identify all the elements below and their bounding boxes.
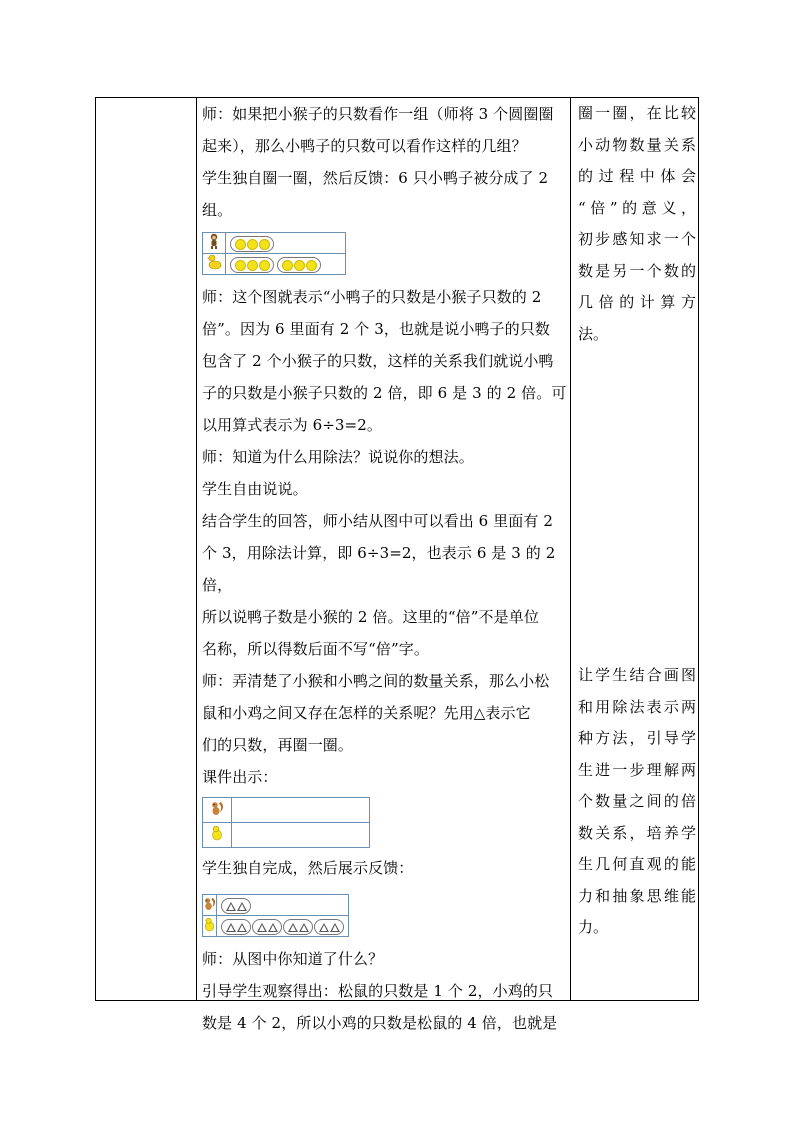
- circle-mark: [235, 260, 246, 271]
- circle-mark: [247, 239, 258, 250]
- note-line: 数关系，培养学: [578, 823, 696, 842]
- figure-squirrel-chick-answer: [202, 894, 567, 937]
- group-oval: [283, 919, 313, 935]
- triangle-mark: [237, 902, 247, 911]
- triangle-mark: [319, 923, 329, 932]
- text-line: 组。: [202, 201, 233, 219]
- note-line: 力。: [578, 918, 609, 936]
- text-line: 师：如果把小猴子的只数看作一组（师将 3 个圆圈圈: [202, 105, 554, 123]
- chick-icon: [203, 823, 232, 848]
- note-line: 种方法，引导学: [578, 729, 696, 747]
- text-line: 引导学生观察得出：松鼠的只数是 1 个 2，小鸡的只: [202, 982, 553, 1000]
- text-line: 个 3，用除法计算，即 6÷3=2，也表示 6 是 3 的 2 倍，: [202, 544, 556, 594]
- monkey-groups: [226, 233, 346, 254]
- teaching-process-cell: [202, 98, 567, 1039]
- text-line: 学生自由说说。: [202, 480, 308, 498]
- text-line: 课件出示：: [202, 768, 278, 786]
- note-line: 生进一步理解两: [578, 760, 696, 779]
- text-line: 师：弄清楚了小猴和小鸭之间的数量关系，那么小松: [202, 672, 550, 690]
- group-oval: [252, 919, 282, 935]
- squirrel-icon: [203, 798, 232, 823]
- circle-mark: [259, 260, 270, 271]
- note-line: “倍”的意义，: [578, 198, 696, 217]
- lesson-table: [95, 97, 699, 1032]
- design-intent-note-1: [578, 98, 696, 350]
- circle-mark: [282, 260, 293, 271]
- figure-squirrel-chick-empty: [202, 797, 567, 848]
- triangle-mark: [268, 923, 278, 932]
- text-line: 师：这个图就表示“小鸭子的只数是小猴子只数的 2: [202, 288, 542, 306]
- monkey-icon: [203, 233, 226, 254]
- note-line: 数是另一个数的: [578, 261, 696, 280]
- triangle-mark: [330, 923, 340, 932]
- triangle-mark: [299, 923, 309, 932]
- column-divider-2: [570, 98, 571, 1000]
- paragraph-group-1: [202, 98, 567, 226]
- circle-mark: [247, 260, 258, 271]
- text-line: 师：从图中你知道了什么？: [202, 950, 384, 968]
- chick-icon: [203, 916, 217, 937]
- group-oval: [221, 898, 251, 914]
- text-line: 名称，所以得数后面不写“倍”字。: [202, 640, 429, 658]
- text-line: 师：知道为什么用除法？说说你的想法。: [202, 448, 474, 466]
- note-line: 小动物数量关系: [578, 135, 696, 154]
- circle-mark: [259, 239, 270, 250]
- triangle-mark: [226, 902, 236, 911]
- figure-monkey-duck: [202, 232, 567, 275]
- group-oval: [221, 919, 251, 935]
- duck-groups: [226, 254, 346, 275]
- note-line: 几倍的计算方法。: [578, 293, 696, 343]
- triangle-mark: [226, 923, 236, 932]
- text-line: 结合学生的回答，师小结从图中可以看出 6 里面有 2: [202, 512, 553, 530]
- text-line: 包含了 2 个小猴子的只数，这样的关系我们就说小鸭: [202, 352, 554, 370]
- note-line: 生几何直观的能: [578, 855, 696, 873]
- text-line: 子的只数是小猴子只数的 2 倍，即 6 是 3 的 2 倍。可: [202, 384, 567, 402]
- paragraph-group-2: [202, 281, 567, 793]
- chick-groups: [217, 916, 349, 937]
- text-line: 们的只数，再圈一圈。: [202, 736, 354, 754]
- note-line: 力和抽象思维能: [578, 886, 696, 905]
- text-line: 倍”。因为 6 里面有 2 个 3，也就是说小鸭子的只数: [202, 320, 550, 338]
- circle-mark: [306, 260, 317, 271]
- chick-row-empty: [232, 823, 370, 848]
- squirrel-icon: [203, 895, 217, 916]
- note-line: 和用除法表示两: [578, 697, 696, 716]
- text-line: 鼠和小鸡之间又存在怎样的关系呢？先用△表示它: [202, 704, 531, 722]
- design-intent-note-2: [578, 660, 696, 944]
- note-line: 让学生结合画图: [578, 666, 696, 684]
- circle-mark: [294, 260, 305, 271]
- note-line: 个数量之间的倍: [578, 792, 696, 810]
- group-oval: [230, 236, 274, 252]
- text-line: 起来），那么小鸭子的只数可以看作这样的几组？: [202, 137, 527, 155]
- squirrel-row-empty: [232, 798, 370, 823]
- note-line: 的过程中体会: [578, 167, 696, 185]
- note-line: 初步感知求一个: [578, 230, 696, 248]
- triangle-mark: [257, 923, 267, 932]
- note-line: 圈一圈，在比较: [578, 104, 696, 122]
- squirrel-groups: [217, 895, 349, 916]
- text-line: 学生独自完成，然后展示反馈：: [202, 859, 414, 877]
- group-oval: [277, 257, 321, 273]
- text-line: 数是 4 个 2，所以小鸡的只数是松鼠的 4 倍，也就是: [202, 1014, 558, 1032]
- text-line: 所以说鸭子数是小猴的 2 倍。这里的“倍”不是单位: [202, 608, 539, 626]
- duck-icon: [203, 254, 226, 275]
- group-oval: [314, 919, 344, 935]
- paragraph-group-3: [202, 852, 567, 884]
- triangle-mark: [288, 923, 298, 932]
- circle-mark: [235, 239, 246, 250]
- text-line: 学生独自圈一圈，然后反馈：6 只小鸭子被分成了 2: [202, 169, 549, 187]
- paragraph-group-4: [202, 943, 567, 1039]
- group-oval: [230, 257, 274, 273]
- column-divider-1: [196, 98, 197, 1000]
- text-line: 以用算式表示为 6÷3=2。: [202, 416, 382, 434]
- triangle-mark: [237, 923, 247, 932]
